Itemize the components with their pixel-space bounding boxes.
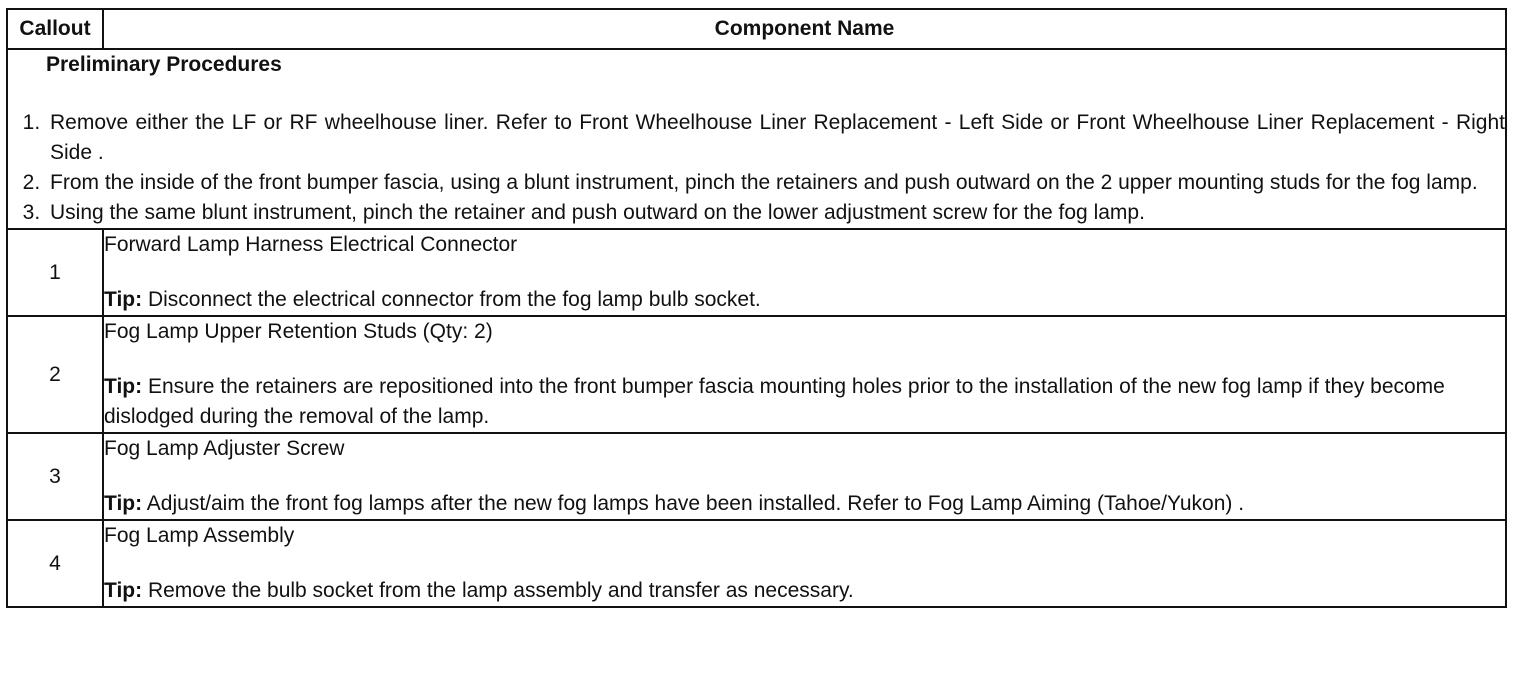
tip-label: Tip: — [104, 492, 143, 515]
table-row — [7, 520, 1506, 607]
tip-label: Tip: — [104, 579, 143, 602]
tip-body: Adjust/aim the front fog lamps after the new fog lamps have been installed. Refer to Fog Lamp Aiming (Tahoe/Yukon) . — [146, 492, 1245, 515]
component-name: Forward Lamp Harness Electrical Connector — [104, 233, 518, 256]
tip-text — [104, 489, 1505, 519]
preliminary-step: 3. Using the same blunt instrument, pinch the retainer and push outward on the lower adjustment screw for the fog lamp. — [46, 198, 1505, 228]
table-row — [7, 229, 1506, 316]
preliminary-procedures-title: Preliminary Procedures — [46, 53, 282, 76]
procedure-table — [6, 8, 1507, 608]
callout-number: 2 — [7, 316, 103, 433]
component-cell — [103, 316, 1506, 433]
table-row — [7, 316, 1506, 433]
component-name: Fog Lamp Upper Retention Studs (Qty: 2) — [104, 320, 493, 343]
callout-number: 1 — [7, 229, 103, 316]
component-name-column-header: Component Name — [103, 9, 1506, 49]
component-cell — [103, 520, 1506, 607]
component-cell — [103, 433, 1506, 520]
preliminary-step: 1. Remove either the LF or RF wheelhouse liner. Refer to Front Wheelhouse Liner Replacement - Left Side or Front Wheelhouse Liner Replacement - Right Side . — [46, 108, 1505, 168]
tip-label: Tip: — [104, 288, 143, 311]
tip-label: Tip: — [104, 375, 143, 398]
component-cell — [103, 229, 1506, 316]
tip-body: Remove the bulb socket from the lamp assembly and transfer as necessary. — [147, 579, 854, 602]
preliminary-step: 2. From the inside of the front bumper fascia, using a blunt instrument, pinch the retainers and push outward on the 2 upper mounting studs for the fog lamp. — [46, 168, 1505, 198]
tip-text — [104, 372, 1505, 432]
table-row — [7, 433, 1506, 520]
callout-number: 3 — [7, 433, 103, 520]
preliminary-steps-list — [8, 108, 1505, 228]
tip-text — [104, 576, 1505, 606]
component-name: Fog Lamp Adjuster Screw — [104, 437, 345, 460]
tip-text — [104, 285, 1505, 315]
tip-body: Ensure the retainers are repositioned into the front bumper fascia mounting holes prior to the installation of the new fog lamp if they become dislodged during the removal of the lamp. — [104, 375, 1445, 428]
preliminary-procedures-row — [7, 49, 1506, 229]
preliminary-procedures-cell — [7, 49, 1506, 229]
table-header-row — [7, 9, 1506, 49]
callout-column-header: Callout — [7, 9, 103, 49]
component-name: Fog Lamp Assembly — [104, 524, 295, 547]
tip-body: Disconnect the electrical connector from the fog lamp bulb socket. — [147, 288, 761, 311]
callout-number: 4 — [7, 520, 103, 607]
